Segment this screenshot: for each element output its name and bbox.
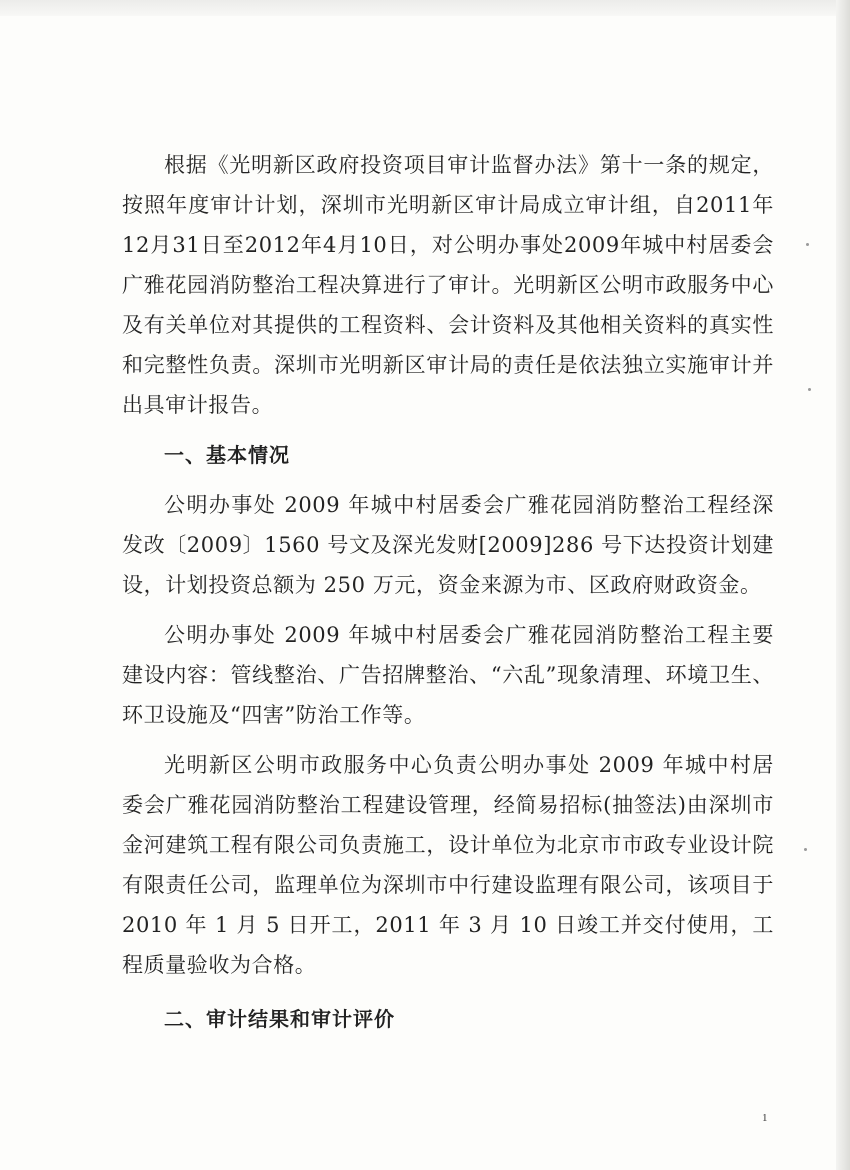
basic-info-paragraph-3: 光明新区公明市政服务中心负责公明办事处 2009 年城中村居委会广雅花园消防整治工程建设管理，经简易招标(抽签法)由深圳市金河建筑工程有限公司负责施工，设计单位为北京市市政专业设计院有限责任公司，监理单位为深圳市中行建设监理有限公司，该项目于 2010 年 1 月 5 日开工，2011 年 3 月 10 日竣工并交付使用，工程质量验收为合格。: [122, 753, 774, 977]
intro-paragraph: 根据《光明新区政府投资项目审计监督办法》第十一条的规定，按照年度审计计划，深圳市光明新区审计局成立审计组，自2011年12月31日至2012年4月10日，对公明办事处2009年城中村居委会广雅花园消防整治工程决算进行了审计。光明新区公明市政服务中心及有关单位对其提供的工程资料、会计资料及其他相关资料的真实性和完整性负责。深圳市光明新区审计局的责任是依法独立实施审计并出具审计报告。: [122, 153, 774, 417]
scan-speck: [804, 848, 807, 851]
page-number: 1: [762, 1112, 768, 1124]
scan-shadow-top: [0, 0, 850, 16]
scan-shadow-right: [836, 0, 850, 1170]
section-heading-audit-results: 二、审计结果和审计评价: [164, 1007, 395, 1031]
section-heading-basic-info: 一、基本情况: [164, 443, 290, 467]
scan-speck: [806, 243, 809, 246]
document-body: [122, 145, 774, 1039]
basic-info-paragraph-1: 公明办事处 2009 年城中村居委会广雅花园消防整治工程经深发改〔2009〕1560 号文及深光发财[2009]286 号下达投资计划建设，计划投资总额为 250 万元，资金来源为市、区政府财政资金。: [122, 493, 774, 597]
scan-speck: [808, 388, 811, 391]
basic-info-paragraph-2: 公明办事处 2009 年城中村居委会广雅花园消防整治工程主要建设内容：管线整治、广告招牌整治、“六乱”现象清理、环境卫生、环卫设施及“四害”防治工作等。: [122, 623, 774, 727]
